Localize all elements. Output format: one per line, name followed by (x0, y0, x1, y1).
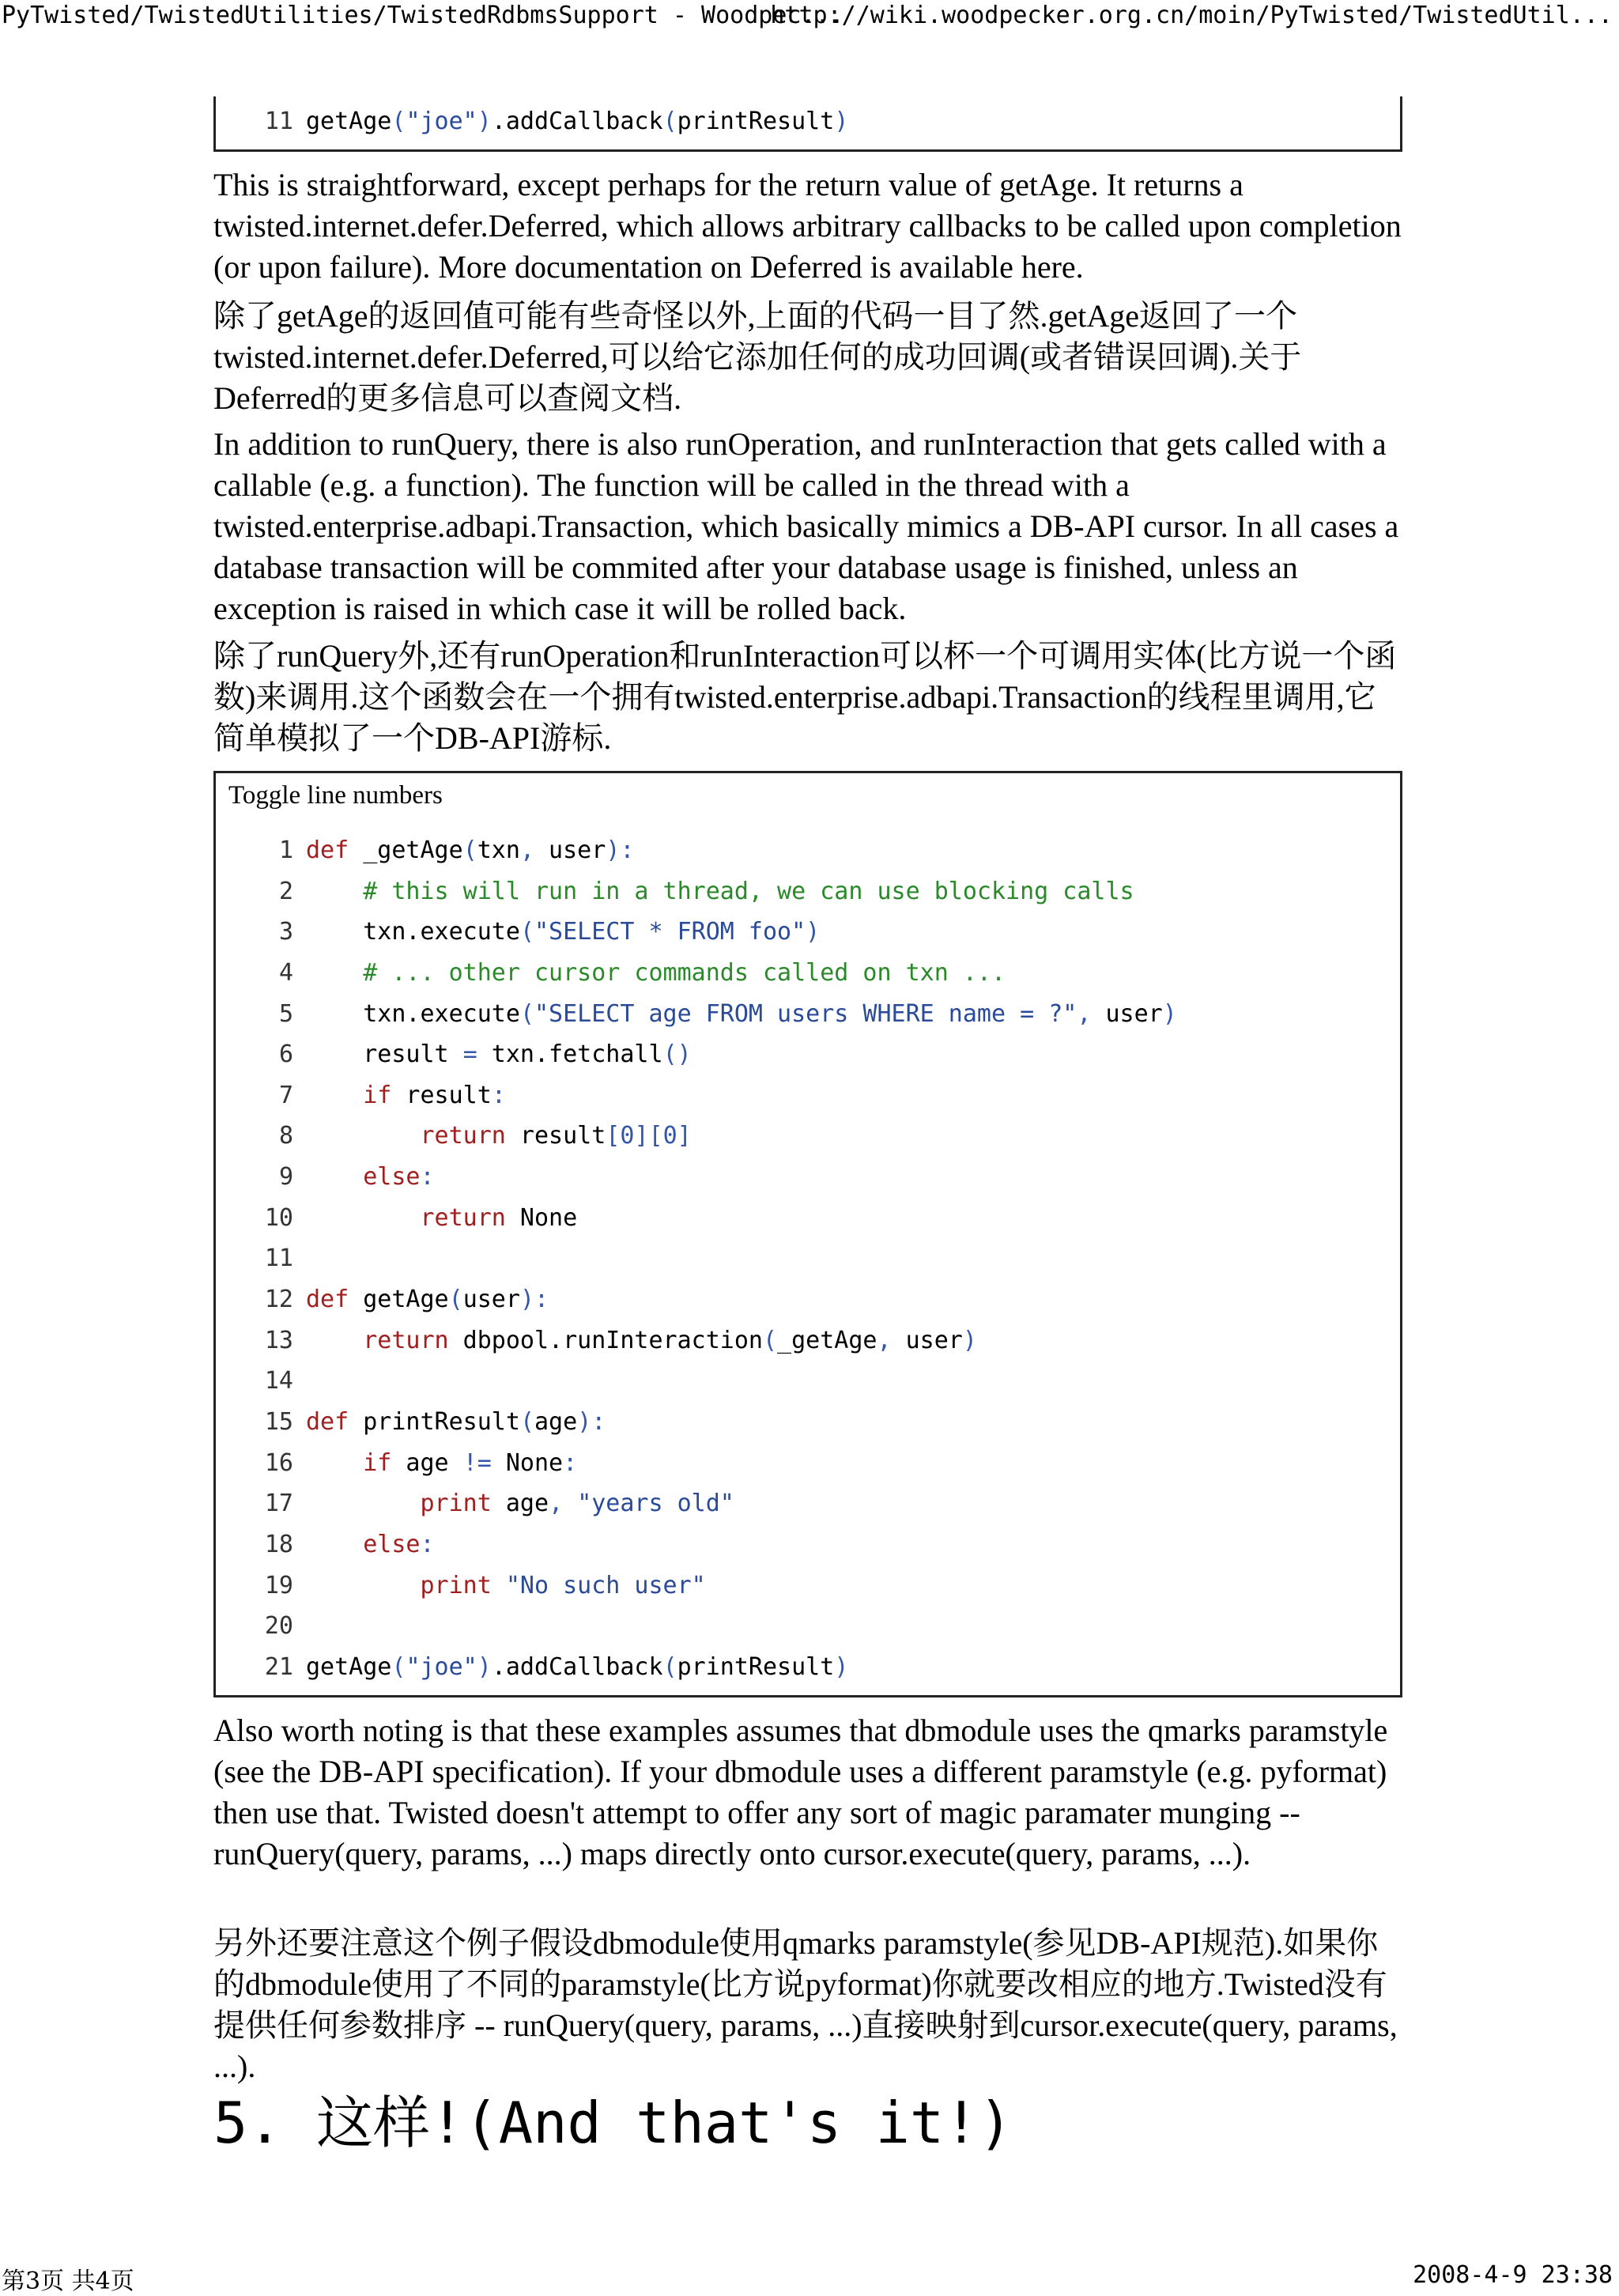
code-line (216, 953, 1177, 994)
line-number: 11 (264, 108, 293, 135)
line-number: 7 (278, 1081, 293, 1109)
code-line (216, 1157, 1177, 1198)
code-line (216, 1116, 1177, 1157)
code-line (216, 1279, 1177, 1320)
code-text: return None (420, 1203, 578, 1232)
code-line (216, 1647, 1177, 1688)
paragraph-paramstyle-note-zh: 另外还要注意这个例子假设dbmodule使用qmarks paramstyle(参见DB-API规范).如果你的dbmodule使用了不同的paramstyle(比方说pyformat)你就要改相应的地方.Twisted没有提供任何参数排序 -- runQuery(query, params, ...)直接映射到cursor.execute(query, params, ...). (213, 1925, 1398, 2084)
code-line (216, 1483, 1177, 1524)
code-line (216, 1524, 1177, 1565)
code-line (216, 1320, 1177, 1361)
paragraph-runinteraction: In addition to runQuery, there is also runOperation, and runInteraction that gets called with a callable (e.g. a function). The function will be called in the thread with a twisted.enterprise.adbapi.Transaction, which basically mimics a DB-API cursor. In all cases a database transaction will be commited after your database usage is finished, unless an exception is raised in which case it will be rolled back. (213, 426, 1399, 626)
line-number: 3 (278, 918, 293, 946)
line-number: 17 (264, 1490, 293, 1518)
code-text: txn.execute("SELECT * FROM foo") (306, 918, 821, 946)
code-line (216, 1565, 1177, 1607)
code-line (216, 1034, 1177, 1075)
code-line (216, 994, 1177, 1035)
code-line (216, 830, 1177, 871)
line-number: 9 (278, 1163, 293, 1191)
code-text: result = txn.fetchall() (306, 1040, 692, 1069)
line-number: 12 (264, 1286, 293, 1314)
code-block (213, 771, 1402, 1697)
line-number: 21 (264, 1652, 293, 1681)
line-number: 11 (264, 1244, 293, 1273)
code-line (216, 1402, 1177, 1443)
code-text: else: (363, 1163, 435, 1191)
code-line (216, 1238, 1177, 1279)
code-line (216, 1606, 1177, 1647)
code-lines (216, 830, 1177, 1687)
line-number: 8 (278, 1122, 293, 1150)
line-number: 6 (278, 1040, 293, 1069)
code-line (216, 1198, 1177, 1239)
code-text: return dbpool.runInteraction(_getAge, user) (363, 1326, 977, 1354)
code-text: getAge("joe").addCallback(printResult) (306, 1652, 849, 1681)
code-line (216, 1075, 1177, 1116)
code-text: print age, "years old" (420, 1490, 734, 1518)
code-text: def getAge(user): (306, 1286, 549, 1314)
line-number: 16 (264, 1448, 293, 1477)
page-header-url: http://wiki.woodpecker.org.cn/moin/PyTwisted/TwistedUtil... (770, 2, 1613, 29)
code-text: txn.execute("SELECT age FROM users WHERE name = ?", user) (306, 999, 1177, 1028)
page-header-title: PyTwisted/TwistedUtilities/TwistedRdbmsSupport - Woodpec... (2, 2, 844, 29)
code-text: print "No such user" (420, 1571, 706, 1599)
paragraph-runinteraction-zh: 除了runQuery外,还有runOperation和runInteraction可以杯一个可调用实体(比方说一个函数)来调用.这个函数会在一个拥有twisted.enterprise.adbapi.Transaction的线程里调用,它简单模拟了一个DB-API游标. (213, 638, 1397, 756)
code-line (216, 101, 848, 142)
paragraph-paramstyle-note: Also worth noting is that these examples assumes that dbmodule uses the qmarks paramstyle (see the DB-API specification). If your dbmodule uses a different paramstyle (e.g. pyformat) then use that. Twisted doesn't attempt to offer any sort of magic paramater munging -- runQuery(query, params, ...) maps directly onto cursor.execute(query, params, ...). (213, 1713, 1388, 1871)
code-text: if age != None: (363, 1448, 578, 1477)
line-number: 13 (264, 1326, 293, 1354)
code-lines-continued (216, 101, 848, 142)
line-number: 10 (264, 1203, 293, 1232)
line-number: 19 (264, 1571, 293, 1599)
toggle-line-numbers-link[interactable]: Toggle line numbers (228, 781, 443, 810)
line-number: 20 (264, 1612, 293, 1641)
paragraph-getage-explanation: This is straightforward, except perhaps for the return value of getAge. It returns a twisted.internet.defer.Deferred, which allows arbitrary callbacks to be called upon completion (or upon failure). More documentation on Deferred is available here. (213, 167, 1402, 285)
line-number: 5 (278, 999, 293, 1028)
code-text: if result: (363, 1081, 506, 1109)
line-number: 4 (278, 958, 293, 987)
code-text: def _getAge(txn, user): (306, 836, 635, 864)
code-line (216, 912, 1177, 953)
line-number: 1 (278, 836, 293, 864)
page-footer-datetime: 2008-4-9 23:38 (1413, 2261, 1613, 2289)
code-text: getAge("joe").addCallback(printResult) (306, 108, 849, 135)
code-text: def printResult(age): (306, 1407, 606, 1436)
code-line (216, 871, 1177, 912)
code-text: else: (363, 1530, 435, 1558)
code-line (216, 1443, 1177, 1484)
section-heading: 5. 这样!(And that's it!) (213, 2090, 1013, 2156)
code-block-continued (213, 96, 1402, 152)
code-text: # this will run in a thread, we can use blocking calls (363, 877, 1134, 905)
line-number: 2 (278, 877, 293, 905)
line-number: 14 (264, 1367, 293, 1395)
page-footer-page-count: 第3页 共4页 (2, 2268, 134, 2295)
code-line (216, 1361, 1177, 1402)
line-number: 18 (264, 1530, 293, 1558)
code-text: return result[0][0] (420, 1122, 692, 1150)
code-text: # ... other cursor commands called on txn ... (363, 958, 1006, 987)
line-number: 15 (264, 1407, 293, 1436)
paragraph-getage-explanation-zh: 除了getAge的返回值可能有些奇怪以外,上面的代码一目了然.getAge返回了一个twisted.internet.defer.Deferred,可以给它添加任何的成功回调(或者错误回调).关于Deferred的更多信息可以查阅文档. (213, 298, 1302, 416)
